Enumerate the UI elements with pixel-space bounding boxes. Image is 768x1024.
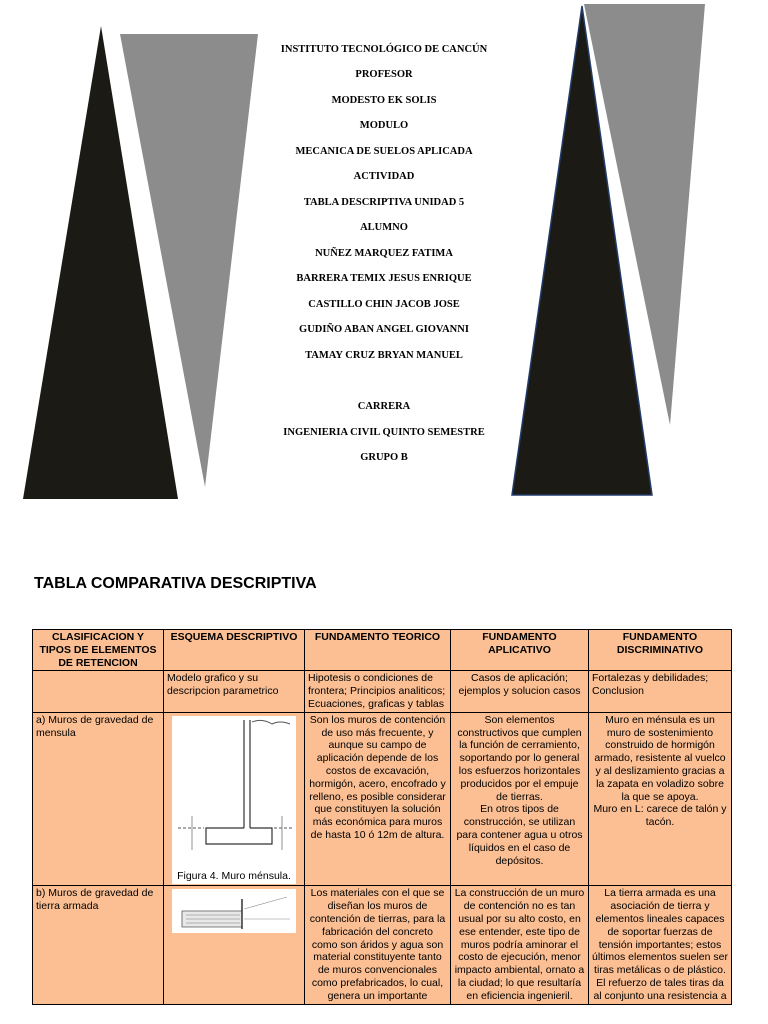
subheader-cell: Fortalezas y debilidades; Conclusion xyxy=(589,671,732,712)
discriminativo-paragraph: Muro en L: carece de talón y tacón. xyxy=(593,803,727,829)
profesor-label: PROFESOR xyxy=(355,69,413,80)
teorico-cell: Son los muros de contención de uso más frecuente, y aunque su campo de aplicación depende de los costos de excavación, hormigón, acero, encofrado y relleno, es posible considerar que constituyen la solución más económica para muros de hasta 10 ó 12m de altura. xyxy=(305,712,451,886)
table-subheader-row xyxy=(33,671,732,712)
discriminativo-cell xyxy=(589,712,732,886)
aplicativo-paragraph: Son elementos constructivos que cumplen la función de cerramiento, soportando por lo general los esfuerzos horizontales producidos por el empuje de tierras. xyxy=(457,713,582,803)
header-cell: ESQUEMA DESCRIPTIVO xyxy=(164,630,305,671)
left-decorative-triangles xyxy=(0,0,280,510)
muro-mensula-figure xyxy=(172,716,296,885)
modulo-label: MODULO xyxy=(359,120,409,131)
tierra-armada-drawing xyxy=(172,889,296,933)
carrera-label: CARRERA xyxy=(357,401,411,412)
alumno-name: BARRERA TEMIX JESUS ENRIQUE xyxy=(296,273,472,284)
tierra-armada-figure xyxy=(172,889,296,933)
alumno-name: CASTILLO CHIN JACOB JOSE xyxy=(308,299,460,310)
table-title: TABLA COMPARATIVA DESCRIPTIVA xyxy=(34,575,317,592)
table-row xyxy=(33,886,732,1004)
teorico-cell: Los materiales con el que se diseñan los muros de contención de tierras, para la fabricación del concreto como son áridos y agua son material constituyente tanto de muros convencionales como prefabricados, lo cual, genera un importante xyxy=(305,886,451,1004)
discriminativo-paragraph: Muro en ménsula es un muro de sostenimiento construido de hormigón armado, resistente al vuelco y al deslizamiento gracias a la zapata en voladizo sobre la que se apoya. xyxy=(594,713,726,803)
tipo-cell: b) Muros de gravedad de tierra armada xyxy=(33,886,164,1004)
subheader-cell: Casos de aplicación; ejemplos y solucion casos xyxy=(451,671,589,712)
actividad-label: ACTIVIDAD xyxy=(353,171,415,182)
esquema-cell xyxy=(164,712,305,886)
carrera-name: INGENIERIA CIVIL QUINTO SEMESTRE xyxy=(283,427,485,438)
actividad-name: TABLA DESCRIPTIVA UNIDAD 5 xyxy=(303,197,465,208)
alumno-name: TAMAY CRUZ BRYAN MANUEL xyxy=(305,350,463,361)
discriminativo-cell: La tierra armada es una asociación de tierra y elementos lineales capaces de soportar fuerzas de tensión importantes; estos últimos elementos suelen ser tiras metálicas o de plástico. El refuerzo de tales tiras da al conjunto una resistencia a xyxy=(589,886,732,1004)
header-cell: FUNDAMENTO APLICATIVO xyxy=(451,630,589,671)
right-decorative-triangles xyxy=(500,0,720,510)
subheader-cell: Hipotesis o condiciones de frontera; Principios analiticos; Ecuaciones, graficas y tablas xyxy=(305,671,451,712)
table-row xyxy=(33,712,732,886)
aplicativo-cell: La construcción de un muro de contención no es tan usual por su alto costo, en ese entender, este tipo de muros podría aminorar el costo de ejecución, menor impacto ambiental, ornato a la ciudad; lo que resultaría en eficiencia ingenieril. xyxy=(451,886,589,1004)
table-header-row xyxy=(33,630,732,671)
profesor-name: MODESTO EK SOLIS xyxy=(331,95,437,106)
subheader-cell: Modelo grafico y su descripcion parametrico xyxy=(164,671,305,712)
alumno-name: GUDIÑO ABAN ANGEL GIOVANNI xyxy=(299,324,469,335)
alumno-label: ALUMNO xyxy=(360,222,408,233)
figure-caption: Figura 4. Muro ménsula. xyxy=(177,869,291,882)
aplicativo-paragraph: En otros tipos de construcción, se utilizan para contener agua u otros líquidos en el caso de depósitos. xyxy=(456,803,583,867)
subheader-cell xyxy=(33,671,164,712)
tipo-cell: a) Muros de gravedad de mensula xyxy=(33,712,164,886)
header-cell: FUNDAMENTO DISCRIMINATIVO xyxy=(589,630,732,671)
header-cell: CLASIFICACION Y TIPOS DE ELEMENTOS DE RETENCION xyxy=(33,630,164,671)
alumno-name: NUÑEZ MARQUEZ FATIMA xyxy=(315,248,453,259)
muro-mensula-drawing xyxy=(172,716,296,866)
grupo-name: GRUPO B xyxy=(360,452,408,463)
aplicativo-cell xyxy=(451,712,589,886)
esquema-cell xyxy=(164,886,305,1004)
modulo-name: MECANICA DE SUELOS APLICADA xyxy=(295,146,473,157)
comparative-table xyxy=(32,629,732,1005)
institute-name: INSTITUTO TECNOLÓGICO DE CANCÚN xyxy=(280,44,488,55)
header-cell: FUNDAMENTO TEORICO xyxy=(305,630,451,671)
